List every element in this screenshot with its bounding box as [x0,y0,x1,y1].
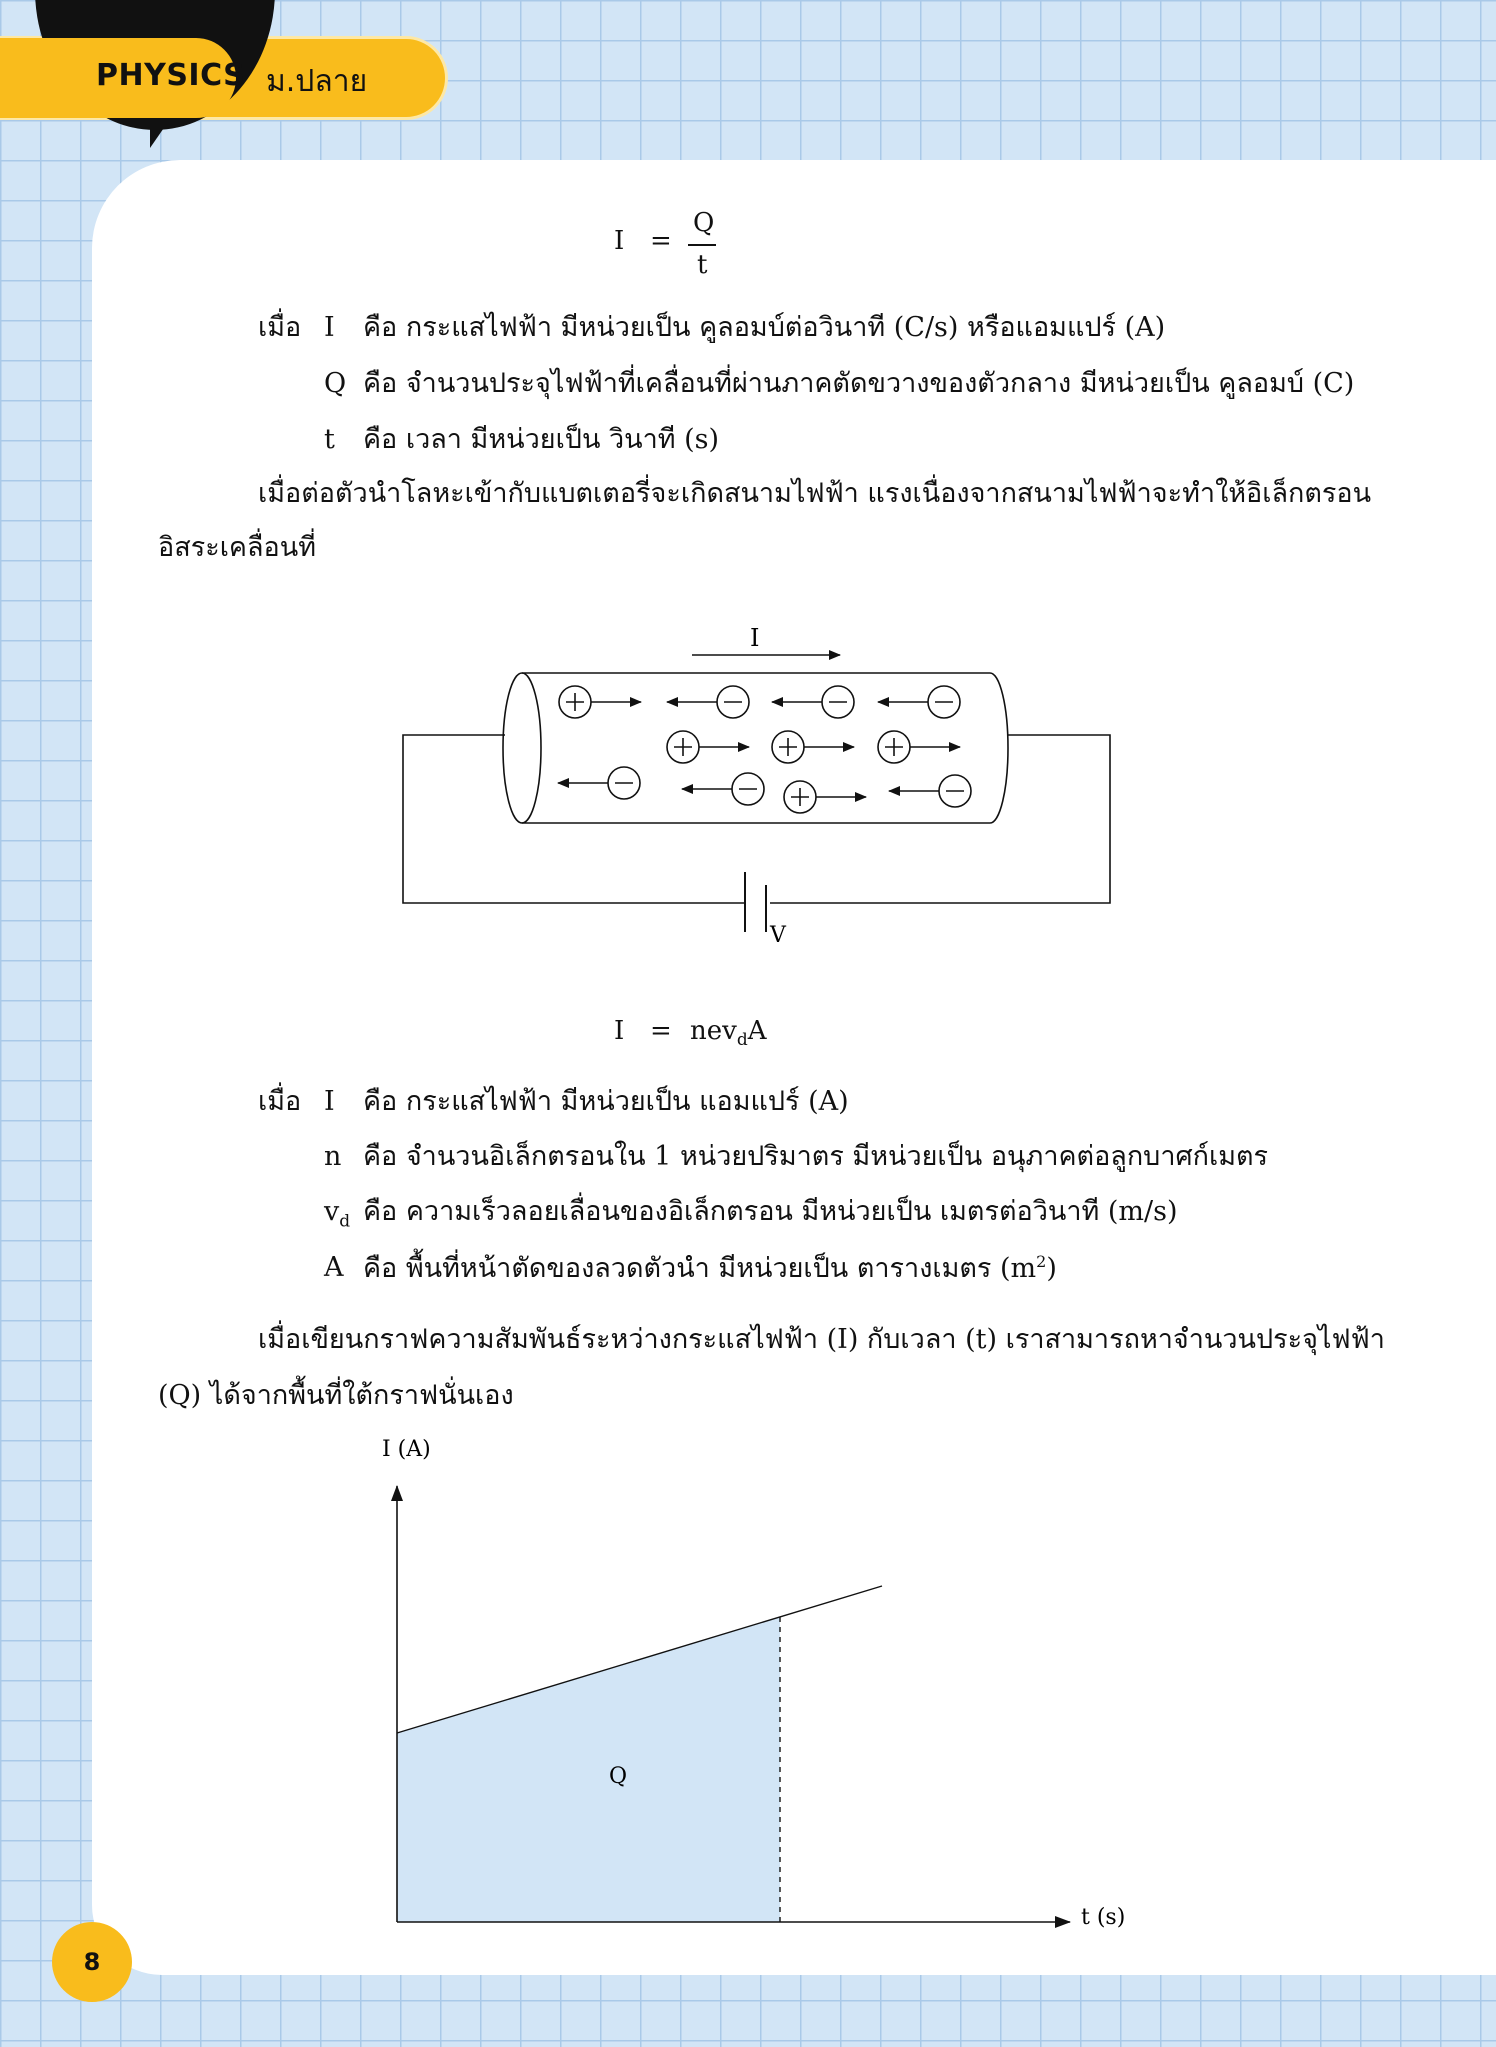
defs2-text-3: คือ ความเร็วลอยเลื่อนของอิเล็กตรอน มีหน่วยเป็น เมตรต่อวินาที (m/s) [363,1196,1178,1227]
formula-1-lhs: I [614,226,625,256]
paragraph-2-line-2: (Q) ได้จากพื้นที่ใต้กราฟนั่นเอง [158,1380,514,1411]
formula-1-numerator: Q [693,208,715,238]
defs1-text-3: คือ เวลา มีหน่วยเป็น วินาที (s) [363,424,720,455]
formula-2-lhs: I [614,1016,625,1046]
formula-2-eq: = [650,1016,672,1046]
defs2-text-4-main: คือ พื้นที่หน้าตัดของลวดตัวนำ มีหน่วยเป็น ตารางเมตร (m [363,1253,1037,1284]
defs2-text-2: คือ จำนวนอิเล็กตรอนใน 1 หน่วยปริมาตร มีหน่วยเป็น อนุภาคต่อลูกบาศก์เมตร [363,1141,1269,1172]
area-label: Q [609,1764,628,1789]
area-under-graph [397,1617,780,1922]
defs2-sym-3-base: v [324,1196,340,1227]
defs2-when: เมื่อ [258,1086,302,1117]
defs2-text-4-close: ) [1046,1253,1057,1284]
header-level: ม.ปลาย [266,64,368,99]
formula-1-eq: = [650,226,672,256]
defs1-text-1: คือ กระแสไฟฟ้า มีหน่วยเป็น คูลอมบ์ต่อวินาที (C/s) หรือแอมแปร์ (A) [363,312,1166,343]
defs2-sym-4: A [324,1252,344,1283]
formula-2-rhs-sub: d [736,1030,748,1051]
battery-label: V [770,923,786,948]
formula-2-rhs-pre: nev [690,1016,737,1046]
defs1-text-2: คือ จำนวนประจุไฟฟ้าที่เคลื่อนที่ผ่านภาคตัดขวางของตัวกลาง มีหน่วยเป็น คูลอมบ์ (C) [363,368,1355,399]
paragraph-1-line-1: เมื่อต่อตัวนำโลหะเข้ากับแบตเตอรี่จะเกิดสนามไฟฟ้า แรงเนื่องจากสนามไฟฟ้าจะทำให้อิเล็กตรอน [258,478,1372,509]
defs2-sym-3-sub: d [339,1211,351,1232]
defs1-sym-2: Q [324,368,347,399]
formula-2-rhs-post: A [747,1016,767,1046]
formula-1-denominator: t [697,250,708,280]
y-axis-label: I (A) [382,1437,431,1462]
paragraph-2-line-1: เมื่อเขียนกราฟความสัมพันธ์ระหว่างกระแสไฟฟ้า (I) กับเวลา (t) เราสามารถหาจำนวนประจุไฟฟ้า [258,1324,1385,1355]
x-axis-label: t (s) [1081,1905,1126,1930]
defs2-text-4-sup: 2 [1036,1252,1047,1271]
header-subject: PHYSICS [96,58,246,93]
defs1-sym-3: t [324,424,335,455]
page-number: 8 [52,1922,132,2002]
defs1-when: เมื่อ [258,312,302,343]
defs2-text-1: คือ กระแสไฟฟ้า มีหน่วยเป็น แอมแปร์ (A) [363,1086,849,1117]
current-label: I [750,624,760,652]
defs2-sym-2: n [324,1141,342,1172]
paragraph-1-line-2: อิสระเคลื่อนที่ [158,532,317,563]
defs2-sym-1: I [324,1086,335,1117]
defs1-sym-1: I [324,312,335,343]
